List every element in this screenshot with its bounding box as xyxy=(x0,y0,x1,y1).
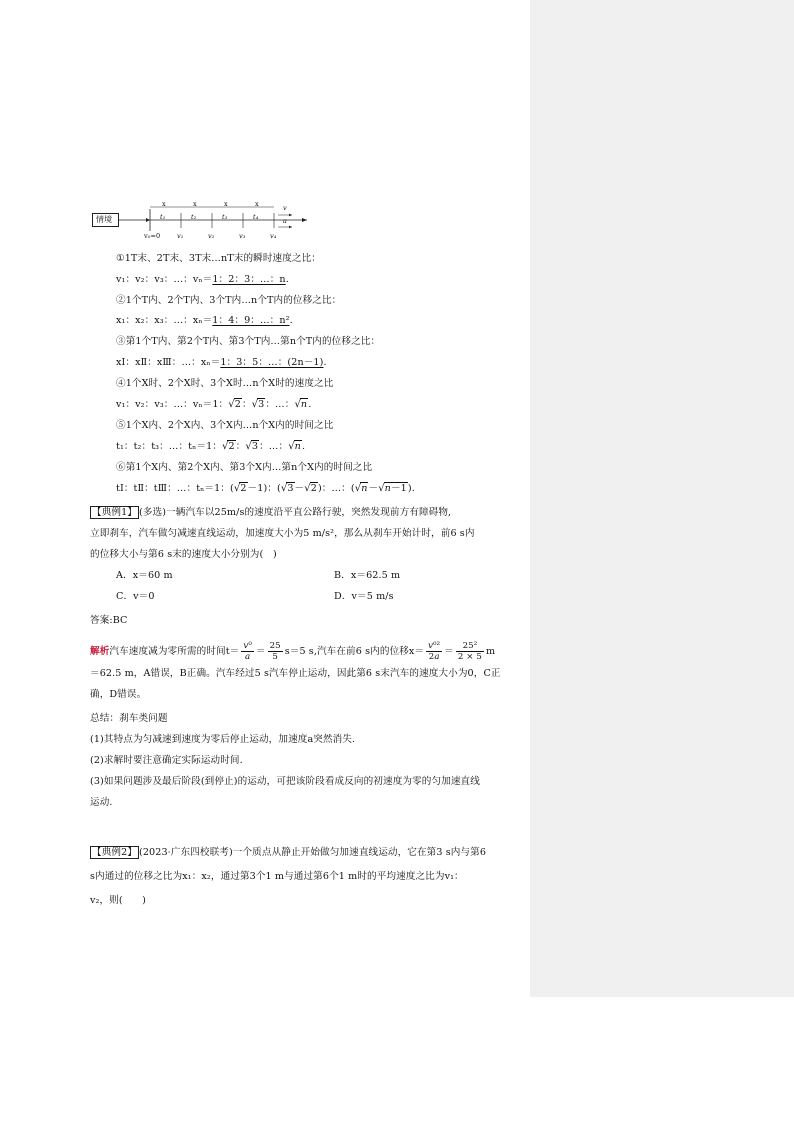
example-1-line-1 xyxy=(90,506,451,520)
summary-title: 总结：刹车类问题 xyxy=(90,713,168,724)
summary-item: (2)求解时要注意确定实际运动时间. xyxy=(90,755,243,766)
example-1-text: (多选)一辆汽车以25m/s的速度沿平直公路行驶，突然发现前方有障碍物, xyxy=(138,507,452,518)
diagram-v-tick: v₂ xyxy=(208,232,215,240)
option-label: C． xyxy=(116,591,134,602)
diagram-v-label: v xyxy=(283,204,287,212)
option-text: v＝0 xyxy=(133,591,155,602)
diagram-box-label: 情境 xyxy=(96,215,113,224)
diagram-t-label: t₁ xyxy=(160,213,166,221)
summary-item: (1)其特点为匀减速到速度为零后停止运动，加速度a突然消失. xyxy=(90,734,356,745)
expression-left: tⅠ：tⅡ：tⅢ：…：tₙ＝1： xyxy=(116,483,230,494)
diagram-v-tick: v₄ xyxy=(270,232,277,240)
option-b xyxy=(334,569,400,583)
property-5-expression: t₁：t₂：t₃：…：tₙ＝1：√2：√3：…：√n. xyxy=(116,441,306,452)
option-label: D． xyxy=(334,591,352,602)
diagram-a-label: a xyxy=(283,217,287,225)
example-1-line-3: 的位移大小与第6 s末的速度大小分别为( ) xyxy=(90,549,277,560)
option-text: x＝60 m xyxy=(132,570,173,581)
option-a xyxy=(116,569,173,583)
example-1-line-2: 立即刹车，汽车做匀减速直线运动，加速度大小为5 m/s²，那么从刹车开始计时，前6 s内 xyxy=(90,528,475,539)
fraction-25-over-5: $\frac{25}{5}$ xyxy=(269,641,281,662)
diagram-v0-label: v₀=0 xyxy=(144,232,161,240)
example-2-line-2: s内通过的位移之比为x₁：x₂，通过第3个1 m与通过第6个1 m时的平均速度之比为v₁： xyxy=(90,871,464,882)
property-2-expression: x₁：x₂：x₃：…：xₙ＝1：4：9：…：n². xyxy=(116,315,293,326)
analysis-text: 汽车速度减为零所需的时间t＝ xyxy=(109,646,240,657)
diagram-v-tick: v₃ xyxy=(239,232,246,240)
option-d xyxy=(334,590,394,604)
expression-answer: 1：2：3：…：n xyxy=(212,274,286,285)
example-2-tag: 【典例2】 xyxy=(92,847,137,858)
analysis-line-3: 确，D错误。 xyxy=(90,689,147,700)
property-3-heading: ③第1个T内、第2个T内、第3个T内…第n个T内的位移之比： xyxy=(116,336,381,347)
diagram-x-label: x xyxy=(224,200,228,208)
property-6-heading: ⑥第1个X内、第2个X内、第3个X内…第n个X内的时间之比 xyxy=(116,462,373,473)
property-3-expression: xⅠ：xⅡ：xⅢ：…：xₙ＝1：3：5：…：(2n－1). xyxy=(116,357,327,368)
analysis-tag: 解析 xyxy=(90,646,110,657)
diagram-x-label: x xyxy=(193,200,197,208)
expression-answer: 1：4：9：…：n² xyxy=(212,315,290,326)
fraction-25sq-over-2x5: $\frac{\text{25²}}{2 \times 5}$ xyxy=(457,641,482,662)
expression-left: v₁：v₂：v₃：…：vₙ＝ xyxy=(116,274,213,285)
diagram-t-label: t₃ xyxy=(222,213,228,221)
property-2-heading: ②1个T内、2个T内、3个T内…n个T内的位移之比： xyxy=(116,295,342,306)
option-text: v＝5 m/s xyxy=(351,591,394,602)
motion-diagram xyxy=(92,200,322,243)
example-2-line-3: v₂，则( ) xyxy=(90,895,146,906)
property-1-heading: ①1T末、2T末、3T末…nT末的瞬时速度之比： xyxy=(116,253,321,264)
fraction-v02-over-2a: $\frac{\text{v⁰²}}{2a}$ xyxy=(428,641,441,662)
option-label: B． xyxy=(334,570,351,581)
example-1-tag: 【典例1】 xyxy=(92,507,137,518)
analysis-text: s＝5 s,汽车在前6 s内的位移x＝ xyxy=(284,646,425,657)
diagram-t-label: t₄ xyxy=(253,213,259,221)
analysis-line-2: ＝62.5 m，A错误，B正确。汽车经过5 s汽车停止运动，因此第6 s末汽车的速度大小为0，C正 xyxy=(90,668,501,679)
diagram-t-label: t₂ xyxy=(191,213,197,221)
analysis-line-1: 解析汽车速度减为零所需的时间t＝ $\frac{\text{v⁰}}{a}$ ＝ $\frac{25}{5}$ s＝5 s,汽车在前6 s内的位移x＝ $\frac{\text{v⁰²}}{2a}$ ＝ $\frac{\text{25²}}{2 \times 5}$ m xyxy=(90,641,496,662)
answer-line: 答案:BC xyxy=(90,615,128,626)
motion-diagram-lines xyxy=(92,203,322,243)
option-text: x＝62.5 m xyxy=(350,570,401,581)
example-2-line-1 xyxy=(90,846,486,860)
summary-item: 运动. xyxy=(90,797,113,808)
example-2-text: (2023·广东四校联考)一个质点从静止开始做匀加速直线运动，它在第3 s内与第6 xyxy=(138,847,487,858)
comment-sidebar xyxy=(530,0,794,997)
expression-left: t₁：t₂：t₃：…：tₙ＝1： xyxy=(116,441,222,452)
analysis-unit: m xyxy=(485,646,496,657)
expression-left: v₁：v₂：v₃：…：vₙ＝1： xyxy=(116,399,229,410)
diagram-v-tick: v₁ xyxy=(177,232,184,240)
property-1-expression: v₁：v₂：v₃：…：vₙ＝1：2：3：…：n. xyxy=(116,274,289,285)
expression-answer: 1：3：5：…：(2n－1) xyxy=(220,357,324,368)
property-4-expression: v₁：v₂：v₃：…：vₙ＝1：√2：√3：…：√n. xyxy=(116,399,312,410)
option-c xyxy=(116,590,155,604)
diagram-x-label: x xyxy=(162,200,166,208)
summary-item: (3)如果问题涉及最后阶段(到停止)的运动，可把该阶段看成反向的初速度为零的匀加速直线 xyxy=(90,776,480,787)
property-6-expression: tⅠ：tⅡ：tⅢ：…：tₙ＝1：(√2－1)：(√3－√2)：…：(√n－√n－1). xyxy=(116,483,415,494)
expression-left: x₁：x₂：x₃：…：xₙ＝ xyxy=(116,315,213,326)
expression-left: xⅠ：xⅡ：xⅢ：…：xₙ＝ xyxy=(116,357,221,368)
property-4-heading: ④1个X时、2个X时、3个X时…n个X时的速度之比 xyxy=(116,378,334,389)
property-5-heading: ⑤1个X内、2个X内、3个X内…n个X内的时间之比 xyxy=(116,420,334,431)
diagram-x-label: x xyxy=(255,200,259,208)
fraction-v0-over-a: $\frac{\text{v⁰}}{a}$ xyxy=(243,641,252,662)
option-label: A． xyxy=(116,570,133,581)
